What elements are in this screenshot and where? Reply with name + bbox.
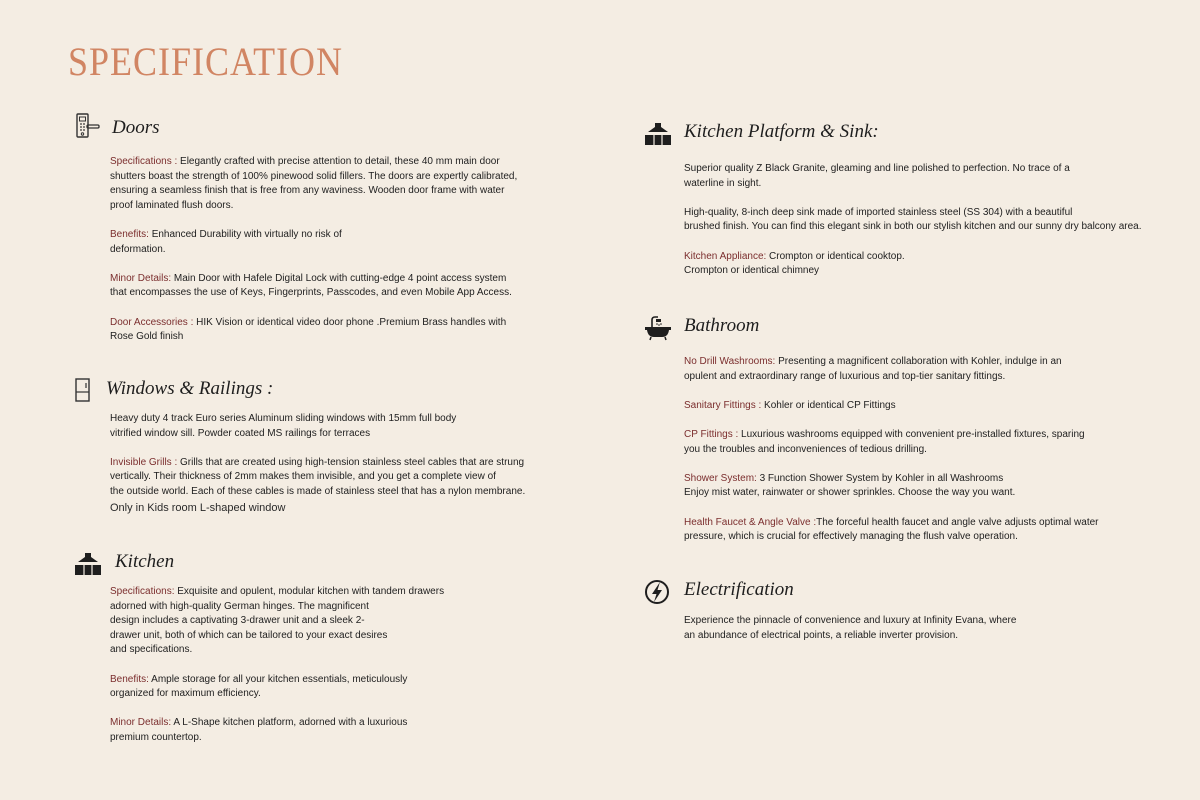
lightning-icon bbox=[644, 578, 672, 606]
window-icon bbox=[74, 378, 102, 404]
section-title: Kitchen bbox=[115, 551, 175, 572]
section-title: Windows & Railings : bbox=[106, 378, 274, 399]
spec-item: Superior quality Z Black Granite, gleaming and line polished to perfection. No trace of a waterline in sight. bbox=[684, 163, 1070, 189]
spec-item: Specifications : Elegantly crafted with precise attention to detail, these 40 mm main door shutters boast the strength of 100% pinewood solid fillers. The doors are expertly calibrated, ensuring a seamless finish that is free from any waviness. Wooden door frame with water proof laminated flush doors. bbox=[110, 156, 518, 211]
section-title: Bathroom bbox=[684, 315, 760, 336]
page-title: SPECIFICATION bbox=[68, 39, 344, 84]
spec-item: Specifications: Exquisite and opulent, modular kitchen with tandem drawers adorned with high-quality German hinges. The magnificent design includes a captivating 3-drawer unit and a sleek 2- drawer unit, both of which can be tailored to your exact desires and specifications. bbox=[110, 586, 445, 656]
spec-item: Heavy duty 4 track Euro series Aluminum sliding windows with 15mm full body vitrified window sill. Powder coated MS railings for terraces bbox=[110, 413, 457, 439]
bathtub-icon bbox=[644, 315, 672, 341]
section-title: Kitchen Platform & Sink: bbox=[684, 121, 879, 142]
spec-item: Health Faucet & Angle Valve :The forceful health faucet and angle valve adjusts optimal water pressure, which is crucial for effectively managing the flush valve operation. bbox=[684, 516, 1099, 543]
spec-item: Door Accessories : HIK Vision or identical video door phone .Premium Brass handles with Rose Gold finish bbox=[110, 316, 507, 343]
spec-item: Sanitary Fittings : Kohler or identical CP Fittings bbox=[684, 399, 896, 411]
spec-item: Kitchen Appliance: Crompton or identical cooktop. Crompton or identical chimney bbox=[684, 250, 905, 277]
windows-note: Only in Kids room L-shaped window bbox=[110, 501, 286, 514]
spec-item: Invisible Grills : Grills that are created using high-tension stainless steel cables that are strung vertically. Their thickness of 2mm makes them invisible, and you get a complete view of the outside world. Each of these cables is made of stainless steel that has a nylon membrane. bbox=[110, 456, 526, 497]
section-title: Electrification bbox=[684, 579, 794, 600]
spec-item: Experience the pinnacle of convenience and luxury at Infinity Evana, where an abundance of electrical points, a reliable inverter provision. bbox=[684, 615, 1017, 641]
digital-lock-icon bbox=[74, 113, 102, 139]
spec-item: Minor Details: Main Door with Hafele Digital Lock with cutting-edge 4 point access system that encompasses the use of Keys, Fingerprints, Passcodes, and even Mobile App Access. bbox=[110, 272, 512, 299]
kitchen-hood-icon bbox=[644, 121, 672, 147]
spec-item: No Drill Washrooms: Presenting a magnificent collaboration with Kohler, indulge in an opulent and extraordinary range of luxurious and top-tier sanitary fittings. bbox=[684, 356, 1062, 382]
spec-item: Shower System: 3 Function Shower System by Kohler in all Washrooms Enjoy mist water, rainwater or shower sprinkles. Choose the way you want. bbox=[684, 472, 1016, 499]
spec-item: Benefits: Ample storage for all your kitchen essentials, meticulously organized for maximum efficiency. bbox=[110, 673, 408, 700]
section-title: Doors bbox=[112, 117, 160, 138]
spec-item: High-quality, 8-inch deep sink made of imported stainless steel (SS 304) with a beautiful brushed finish. You can find this elegant sink in both our stylish kitchen and our sunny dry balcony area. bbox=[684, 206, 1142, 233]
spec-item: Benefits: Enhanced Durability with virtually no risk of deformation. bbox=[110, 228, 342, 255]
kitchen-hood-icon bbox=[74, 551, 102, 577]
spec-item: Minor Details: A L-Shape kitchen platform, adorned with a luxurious premium countertop. bbox=[110, 717, 408, 743]
spec-item: CP Fittings : Luxurious washrooms equipped with convenient pre-installed fixtures, sparing you the troubles and inconveniences of tedious drilling. bbox=[684, 428, 1085, 455]
